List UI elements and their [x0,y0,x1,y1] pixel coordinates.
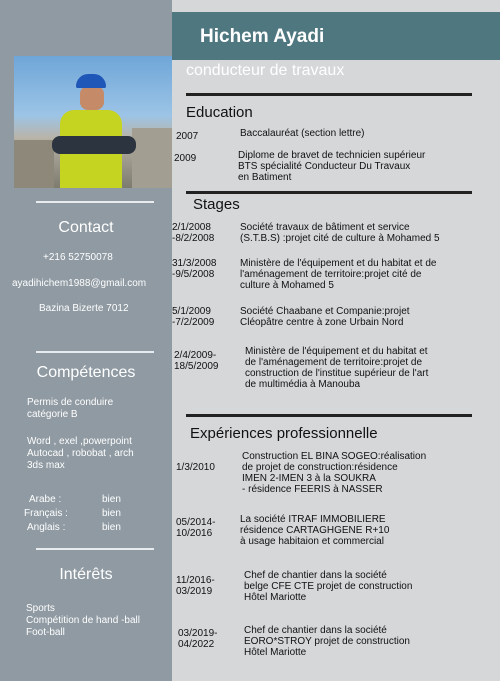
language-name: Arabe : [29,494,62,505]
photo-building [14,140,54,188]
language-name: Français : [24,508,68,519]
contact-title: Contact [58,219,114,236]
experience-entry [240,514,389,547]
contact-phone: +216 52750078 [43,252,113,263]
experience-line: belge CFE CTE projet de construction [244,581,413,592]
stage-entry [240,258,436,291]
experience-date: 05/2014- [176,517,216,528]
contact-address: Bazina Bizerte 7012 [39,303,129,314]
experience-line: de projet de construction:résidence [242,462,398,473]
sidebar-divider [36,351,154,353]
section-rule [186,93,472,96]
sidebar-divider [36,548,154,550]
experience-line: Chef de chantier dans la société [244,570,387,581]
stage-line: Société travaux de bâtiment et service [240,222,410,233]
stage-line: construction de l'institue supérieur de l'art [245,368,429,379]
interest-item: Sports [26,603,55,614]
experience-dates [176,575,215,597]
photo-building [132,128,172,188]
stage-line: Société Chaabane et Companie:projet [240,306,410,317]
stage-line: Ministère de l'équipement et du habitat et [245,346,428,357]
experience-dates [176,462,215,473]
education-line: BTS spécialité Conducteur Du Travaux [238,161,411,172]
skills-permit-line: catégorie B [27,409,78,420]
experience-line: à usage habitaion et commercial [240,536,384,547]
section-rule [186,191,472,194]
stage-entry [240,306,410,328]
stage-dates [174,350,219,372]
education-date: 2007 [176,131,199,142]
profile-photo [14,56,172,188]
stage-date: 5/1/2009 [172,306,211,317]
experience-date: 04/2022 [178,639,215,650]
stage-date: 2/1/2008 [172,222,211,233]
experience-date: 03/2019 [176,586,213,597]
education-title: Education [186,104,253,121]
stage-dates [172,222,214,244]
skills-software-line: Word , exel ,powerpoint [27,436,132,447]
language-level: bien [102,522,121,533]
language-name: Anglais : [27,522,66,533]
stage-date: -8/2/2008 [172,233,215,244]
education-line: Diplome de bravet de technicien supérieur [238,150,426,161]
interest-item: Foot-ball [26,627,65,638]
skills-title: Compétences [36,364,136,381]
photo-arms [52,136,136,154]
stage-date: -9/5/2008 [172,269,215,280]
experience-line: Hôtel Mariotte [244,592,307,603]
stage-dates [172,306,214,328]
education-line: en Batiment [238,172,292,183]
language-level: bien [102,508,121,519]
experience-line: La société ITRAF IMMOBILIERE [240,514,386,525]
experience-line: - résidence FEERIS à NASSER [242,484,383,495]
skills-software-line: 3ds max [27,460,65,471]
experience-date: 11/2016- [176,575,215,586]
stage-line: de multimédia à Manouba [245,379,361,390]
stage-line: Cléopâtre centre à zone Urbain Nord [240,317,404,328]
education-date: 2009 [174,153,197,164]
experience-date: 03/2019- [178,628,218,639]
photo-helmet [76,74,106,88]
interests-list [26,603,140,639]
stage-entry [245,346,428,390]
experience-dates [178,628,217,650]
interests-title: Intérêts [59,566,113,583]
stage-date: 2/4/2009- [174,350,217,361]
stage-entry [240,222,440,244]
skills-software [27,436,134,472]
job-title: conducteur de travaux [186,62,345,79]
person-name: Hichem Ayadi [200,26,325,47]
stage-date: 31/3/2008 [172,258,217,269]
experience-line: résidence CARTAGHGENE R+10 [240,525,390,536]
experience-line: IMEN 2-IMEN 3 à la SOUKRA [242,473,376,484]
skills-software-line: Autocad , robobat , arch [27,448,134,459]
sidebar-divider [36,201,154,203]
stage-dates [172,258,217,280]
experience-dates [176,517,215,539]
stage-line: (S.T.B.S) :projet cité de culture à Mohamed 5 [240,233,440,244]
stage-date: -7/2/2009 [172,317,215,328]
experience-title: Expériences professionnelle [190,425,378,442]
experience-line: Construction EL BINA SOGEO:réalisation [242,451,427,462]
language-level: bien [102,494,121,505]
stage-line: culture à Mohamed 5 [240,280,334,291]
experience-line: Chef de chantier dans la société [244,625,387,636]
education-line: Baccalauréat (section lettre) [240,128,365,139]
skills-permit [27,397,113,421]
stage-line: l'aménagement de territoire:projet cité de [240,269,422,280]
stage-line: de l'aménagement de territoire:projet de [245,357,423,368]
experience-date: 10/2016 [176,528,213,539]
education-entry [238,150,425,183]
experience-line: EORO*STROY projet de construction [244,636,410,647]
photo-face [80,86,104,110]
contact-email: ayadihichem1988@gmail.com [12,278,147,289]
experience-line: Hôtel Mariotte [244,647,307,658]
interest-item: Compétition de hand -ball [26,615,140,626]
experience-entry [244,570,412,603]
experience-entry [242,451,426,495]
stages-title: Stages [193,196,240,213]
stage-date: 18/5/2009 [174,361,219,372]
experience-entry [244,625,410,658]
education-entry [240,128,365,139]
stage-line: Ministère de l'équipement et du habitat et de [240,258,437,269]
section-rule [186,414,472,417]
skills-permit-line: Permis de conduire [27,397,114,408]
experience-date: 1/3/2010 [176,462,215,473]
